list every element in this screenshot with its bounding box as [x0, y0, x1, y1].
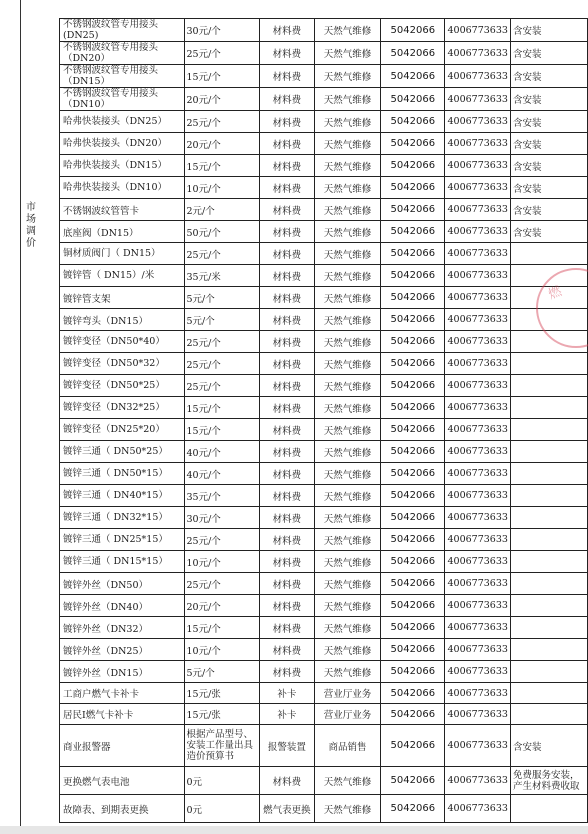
- cell-tel2: 4006773633: [445, 287, 510, 309]
- table-row: [60, 353, 588, 375]
- cell-type: 天然气维修: [314, 177, 380, 199]
- cell-tel2: 4006773633: [445, 795, 510, 823]
- cell-name: 镀锌外丝（DN25）: [60, 639, 185, 661]
- price-table: [59, 18, 588, 823]
- cell-tel1: 5042066: [381, 661, 445, 683]
- cell-cat: 材料费: [259, 595, 314, 617]
- cell-name: 更换燃气表电池: [60, 767, 185, 795]
- cell-tel2: 4006773633: [445, 529, 510, 551]
- cell-tel1: 5042066: [381, 88, 445, 111]
- table-row: [60, 155, 588, 177]
- cell-tel2: 4006773633: [445, 485, 510, 507]
- cell-tel1: 5042066: [381, 397, 445, 419]
- cell-tel2: 4006773633: [445, 639, 510, 661]
- cell-tel1: 5042066: [381, 331, 445, 353]
- cell-name: 哈弗快装接头（DN15）: [60, 155, 185, 177]
- cell-cat: 材料费: [259, 221, 314, 243]
- cell-type: 天然气维修: [314, 19, 380, 42]
- cell-price: 15元/个: [184, 419, 259, 441]
- cell-cat: 材料费: [259, 265, 314, 287]
- cell-price: 35元/个: [184, 485, 259, 507]
- cell-tel1: 5042066: [381, 287, 445, 309]
- table-row: [60, 133, 588, 155]
- cell-name: 铜材质阀门（ DN15）: [60, 243, 185, 265]
- cell-cat: 材料费: [259, 155, 314, 177]
- cell-tel2: 4006773633: [445, 65, 510, 88]
- side-label: [24, 202, 38, 250]
- cell-note: [510, 463, 587, 485]
- cell-price: 10元/个: [184, 551, 259, 573]
- cell-cat: 材料费: [259, 331, 314, 353]
- cell-tel1: 5042066: [381, 441, 445, 463]
- cell-name: 不锈钢波纹管管卡: [60, 199, 185, 221]
- cell-type: 天然气维修: [314, 65, 380, 88]
- cell-price: 15元/个: [184, 617, 259, 639]
- cell-note: [510, 551, 587, 573]
- cell-type: 天然气维修: [314, 485, 380, 507]
- side-char: 场: [26, 214, 36, 225]
- cell-type: 天然气维修: [314, 133, 380, 155]
- cell-price: 15元/个: [184, 397, 259, 419]
- table-row: [60, 639, 588, 661]
- cell-type: 天然气维修: [314, 551, 380, 573]
- cell-cat: 材料费: [259, 353, 314, 375]
- cell-type: 天然气维修: [314, 155, 380, 177]
- cell-cat: 报警装置: [259, 725, 314, 767]
- cell-price: 25元/个: [184, 331, 259, 353]
- cell-cat: 材料费: [259, 65, 314, 88]
- cell-note: 含安装: [510, 177, 587, 199]
- cell-type: 天然气维修: [314, 441, 380, 463]
- margin-rule: [20, 0, 21, 826]
- cell-name: 镀锌管（ DN15）/米: [60, 265, 185, 287]
- cell-type: 天然气维修: [314, 111, 380, 133]
- cell-tel2: 4006773633: [445, 767, 510, 795]
- cell-type: 营业厅业务: [314, 704, 380, 725]
- cell-note: [510, 617, 587, 639]
- cell-name: 镀锌弯头（DN15）: [60, 309, 185, 331]
- cell-tel1: 5042066: [381, 42, 445, 65]
- cell-tel1: 5042066: [381, 573, 445, 595]
- cell-tel1: 5042066: [381, 704, 445, 725]
- cell-tel2: 4006773633: [445, 683, 510, 704]
- cell-name: 镀锌三通（ DN15*15）: [60, 551, 185, 573]
- cell-tel1: 5042066: [381, 243, 445, 265]
- cell-cat: 材料费: [259, 111, 314, 133]
- cell-price: 0元: [184, 767, 259, 795]
- table-row: [60, 42, 588, 65]
- cell-type: 天然气维修: [314, 88, 380, 111]
- cell-tel2: 4006773633: [445, 725, 510, 767]
- cell-price: 50元/个: [184, 221, 259, 243]
- cell-note: [510, 441, 587, 463]
- cell-price: 15元/个: [184, 155, 259, 177]
- cell-note: 含安装: [510, 221, 587, 243]
- cell-tel1: 5042066: [381, 199, 445, 221]
- cell-price: 25元/个: [184, 111, 259, 133]
- cell-price: 0元: [184, 795, 259, 823]
- table-row: [60, 683, 588, 704]
- cell-price: 根据产品型号、安装工作量出具造价预算书: [184, 725, 259, 767]
- cell-name: 不锈钢波纹管专用接头（DN20）: [60, 42, 185, 65]
- table-row: [60, 485, 588, 507]
- cell-cat: 材料费: [259, 661, 314, 683]
- cell-type: 天然气维修: [314, 419, 380, 441]
- cell-name: 镀锌变径（DN50*32）: [60, 353, 185, 375]
- cell-note: [510, 704, 587, 725]
- cell-name: 镀锌三通（ DN32*15）: [60, 507, 185, 529]
- cell-price: 30元/个: [184, 507, 259, 529]
- side-char: 价: [26, 238, 36, 249]
- table-row: [60, 243, 588, 265]
- cell-note: [510, 331, 587, 353]
- cell-note: [510, 573, 587, 595]
- cell-tel2: 4006773633: [445, 353, 510, 375]
- cell-cat: 材料费: [259, 639, 314, 661]
- cell-cat: 材料费: [259, 551, 314, 573]
- table-row: [60, 309, 588, 331]
- cell-tel2: 4006773633: [445, 573, 510, 595]
- cell-tel1: 5042066: [381, 639, 445, 661]
- cell-tel2: 4006773633: [445, 19, 510, 42]
- cell-tel2: 4006773633: [445, 42, 510, 65]
- cell-cat: 材料费: [259, 529, 314, 551]
- cell-tel2: 4006773633: [445, 507, 510, 529]
- cell-name: 商业报警器: [60, 725, 185, 767]
- cell-cat: 材料费: [259, 177, 314, 199]
- cell-price: 15元/张: [184, 704, 259, 725]
- cell-tel1: 5042066: [381, 19, 445, 42]
- table-row: [60, 397, 588, 419]
- cell-note: 含安装: [510, 725, 587, 767]
- cell-name: 镀锌外丝（DN32）: [60, 617, 185, 639]
- cell-tel2: 4006773633: [445, 133, 510, 155]
- table-row: [60, 551, 588, 573]
- cell-type: 天然气维修: [314, 463, 380, 485]
- cell-cat: 材料费: [259, 309, 314, 331]
- cell-tel1: 5042066: [381, 221, 445, 243]
- cell-tel1: 5042066: [381, 595, 445, 617]
- cell-tel1: 5042066: [381, 551, 445, 573]
- cell-name: 哈弗快装接头（DN25）: [60, 111, 185, 133]
- table-row: [60, 111, 588, 133]
- cell-cat: 材料费: [259, 463, 314, 485]
- cell-cat: 材料费: [259, 42, 314, 65]
- cell-name: 不锈钢波纹管专用接头（DN15）: [60, 65, 185, 88]
- table-row: [60, 265, 588, 287]
- cell-cat: 材料费: [259, 133, 314, 155]
- table-row: [60, 65, 588, 88]
- cell-type: 天然气维修: [314, 767, 380, 795]
- cell-cat: 材料费: [259, 19, 314, 42]
- side-char: 调: [26, 226, 36, 237]
- cell-name: 哈弗快装接头（DN10）: [60, 177, 185, 199]
- cell-tel1: 5042066: [381, 419, 445, 441]
- cell-name: 镀锌变径（DN50*40）: [60, 331, 185, 353]
- cell-type: 天然气维修: [314, 661, 380, 683]
- cell-tel2: 4006773633: [445, 551, 510, 573]
- table-row: [60, 221, 588, 243]
- table-row: [60, 419, 588, 441]
- cell-tel2: 4006773633: [445, 463, 510, 485]
- table-row: [60, 375, 588, 397]
- cell-type: 天然气维修: [314, 42, 380, 65]
- cell-tel1: 5042066: [381, 265, 445, 287]
- cell-tel1: 5042066: [381, 133, 445, 155]
- table-row: [60, 704, 588, 725]
- cell-cat: 材料费: [259, 441, 314, 463]
- table-row: [60, 88, 588, 111]
- cell-price: 2元/个: [184, 199, 259, 221]
- cell-price: 15元/个: [184, 65, 259, 88]
- table-row: [60, 529, 588, 551]
- cell-tel2: 4006773633: [445, 265, 510, 287]
- cell-tel2: 4006773633: [445, 111, 510, 133]
- cell-price: 30元/个: [184, 19, 259, 42]
- table-row: [60, 199, 588, 221]
- cell-type: 天然气维修: [314, 507, 380, 529]
- cell-tel1: 5042066: [381, 65, 445, 88]
- cell-name: 镀锌变径（DN25*20）: [60, 419, 185, 441]
- cell-note: [510, 419, 587, 441]
- cell-tel2: 4006773633: [445, 243, 510, 265]
- cell-tel1: 5042066: [381, 485, 445, 507]
- official-seal-text: 燃: [546, 284, 564, 303]
- cell-tel2: 4006773633: [445, 221, 510, 243]
- cell-type: 营业厅业务: [314, 683, 380, 704]
- cell-type: 天然气维修: [314, 265, 380, 287]
- cell-cat: 材料费: [259, 375, 314, 397]
- cell-tel1: 5042066: [381, 463, 445, 485]
- cell-type: 天然气维修: [314, 639, 380, 661]
- cell-note: 含安装: [510, 42, 587, 65]
- cell-tel1: 5042066: [381, 155, 445, 177]
- cell-tel1: 5042066: [381, 795, 445, 823]
- table-row: [60, 19, 588, 42]
- cell-note: [510, 683, 587, 704]
- cell-tel2: 4006773633: [445, 177, 510, 199]
- cell-note: [510, 795, 587, 823]
- cell-name: 镀锌外丝（DN40）: [60, 595, 185, 617]
- cell-price: 20元/个: [184, 88, 259, 111]
- table-row: [60, 725, 588, 767]
- cell-note: [510, 243, 587, 265]
- cell-note: 含安装: [510, 65, 587, 88]
- cell-type: 天然气维修: [314, 243, 380, 265]
- cell-tel2: 4006773633: [445, 199, 510, 221]
- cell-cat: 补卡: [259, 704, 314, 725]
- cell-tel1: 5042066: [381, 767, 445, 795]
- cell-price: 25元/个: [184, 353, 259, 375]
- cell-type: 商品销售: [314, 725, 380, 767]
- table-row: [60, 767, 588, 795]
- cell-cat: 材料费: [259, 767, 314, 795]
- table-row: [60, 573, 588, 595]
- cell-note: [510, 661, 587, 683]
- cell-note: 免费服务安装，产生材料费收取: [510, 767, 587, 795]
- table-row: [60, 507, 588, 529]
- cell-price: 40元/个: [184, 463, 259, 485]
- cell-price: 10元/个: [184, 177, 259, 199]
- cell-tel2: 4006773633: [445, 397, 510, 419]
- cell-name: 居民I燃气卡补卡: [60, 704, 185, 725]
- cell-price: 25元/个: [184, 42, 259, 65]
- cell-note: [510, 507, 587, 529]
- cell-price: 20元/个: [184, 595, 259, 617]
- cell-price: 35元/米: [184, 265, 259, 287]
- cell-tel2: 4006773633: [445, 155, 510, 177]
- cell-name: 镀锌外丝（DN50）: [60, 573, 185, 595]
- cell-note: [510, 397, 587, 419]
- cell-type: 天然气维修: [314, 795, 380, 823]
- cell-cat: 材料费: [259, 573, 314, 595]
- cell-name: 镀锌管支架: [60, 287, 185, 309]
- cell-name: 不锈钢波纹管专用接头（DN10）: [60, 88, 185, 111]
- cell-tel2: 4006773633: [445, 375, 510, 397]
- page-bottom-edge: [0, 826, 588, 834]
- cell-cat: 补卡: [259, 683, 314, 704]
- cell-tel2: 4006773633: [445, 617, 510, 639]
- table-row: [60, 177, 588, 199]
- cell-price: 25元/个: [184, 529, 259, 551]
- cell-tel1: 5042066: [381, 177, 445, 199]
- cell-name: 镀锌三通（ DN40*15）: [60, 485, 185, 507]
- cell-tel1: 5042066: [381, 617, 445, 639]
- cell-name: 底座阀（DN15）: [60, 221, 185, 243]
- cell-cat: 材料费: [259, 507, 314, 529]
- cell-cat: 材料费: [259, 397, 314, 419]
- cell-tel1: 5042066: [381, 725, 445, 767]
- table-row: [60, 595, 588, 617]
- cell-cat: 材料费: [259, 617, 314, 639]
- cell-price: 20元/个: [184, 133, 259, 155]
- cell-type: 天然气维修: [314, 331, 380, 353]
- cell-name: 镀锌三通（ DN50*25）: [60, 441, 185, 463]
- cell-note: [510, 529, 587, 551]
- cell-price: 10元/个: [184, 639, 259, 661]
- cell-price: 5元/个: [184, 661, 259, 683]
- table-row: [60, 331, 588, 353]
- cell-cat: 燃气表更换: [259, 795, 314, 823]
- cell-tel1: 5042066: [381, 683, 445, 704]
- cell-cat: 材料费: [259, 419, 314, 441]
- table-row: [60, 617, 588, 639]
- cell-type: 天然气维修: [314, 397, 380, 419]
- cell-cat: 材料费: [259, 199, 314, 221]
- cell-tel1: 5042066: [381, 507, 445, 529]
- cell-price: 5元/个: [184, 287, 259, 309]
- cell-name: 镀锌变径（DN50*25）: [60, 375, 185, 397]
- cell-type: 天然气维修: [314, 595, 380, 617]
- cell-name: 故障表、到期表更换: [60, 795, 185, 823]
- cell-note: [510, 485, 587, 507]
- cell-tel2: 4006773633: [445, 419, 510, 441]
- cell-cat: 材料费: [259, 88, 314, 111]
- cell-tel2: 4006773633: [445, 704, 510, 725]
- table-row: [60, 463, 588, 485]
- cell-price: 25元/个: [184, 573, 259, 595]
- cell-type: 天然气维修: [314, 199, 380, 221]
- table-row: [60, 661, 588, 683]
- cell-tel2: 4006773633: [445, 88, 510, 111]
- cell-note: 含安装: [510, 133, 587, 155]
- cell-note: 含安装: [510, 19, 587, 42]
- side-char: 市: [26, 202, 36, 213]
- cell-cat: 材料费: [259, 287, 314, 309]
- cell-price: 5元/个: [184, 309, 259, 331]
- cell-type: 天然气维修: [314, 353, 380, 375]
- table-row: [60, 441, 588, 463]
- cell-tel2: 4006773633: [445, 595, 510, 617]
- cell-name: 镀锌三通（ DN25*15）: [60, 529, 185, 551]
- cell-type: 天然气维修: [314, 309, 380, 331]
- cell-name: 镀锌外丝（DN15）: [60, 661, 185, 683]
- table-row: [60, 795, 588, 823]
- cell-type: 天然气维修: [314, 221, 380, 243]
- table-row: [60, 287, 588, 309]
- cell-tel1: 5042066: [381, 529, 445, 551]
- cell-tel1: 5042066: [381, 111, 445, 133]
- cell-tel2: 4006773633: [445, 661, 510, 683]
- cell-note: 含安装: [510, 88, 587, 111]
- cell-name: 镀锌三通（ DN50*15）: [60, 463, 185, 485]
- cell-type: 天然气维修: [314, 375, 380, 397]
- cell-note: [510, 309, 587, 331]
- cell-note: 含安装: [510, 199, 587, 221]
- cell-note: [510, 353, 587, 375]
- cell-tel1: 5042066: [381, 353, 445, 375]
- cell-price: 25元/个: [184, 375, 259, 397]
- cell-type: 天然气维修: [314, 573, 380, 595]
- cell-note: 含安装: [510, 155, 587, 177]
- cell-name: 镀锌变径（DN32*25）: [60, 397, 185, 419]
- cell-name: 不锈钢波纹管专用接头(DN25): [60, 19, 185, 42]
- cell-cat: 材料费: [259, 243, 314, 265]
- cell-type: 天然气维修: [314, 287, 380, 309]
- cell-name: 哈弗快装接头（DN20）: [60, 133, 185, 155]
- cell-tel1: 5042066: [381, 375, 445, 397]
- cell-tel2: 4006773633: [445, 331, 510, 353]
- cell-note: [510, 375, 587, 397]
- cell-cat: 材料费: [259, 485, 314, 507]
- cell-price: 40元/个: [184, 441, 259, 463]
- cell-note: [510, 595, 587, 617]
- cell-price: 15元/张: [184, 683, 259, 704]
- cell-type: 天然气维修: [314, 617, 380, 639]
- cell-name: 工商户燃气卡补卡: [60, 683, 185, 704]
- cell-note: [510, 639, 587, 661]
- cell-tel1: 5042066: [381, 309, 445, 331]
- cell-tel2: 4006773633: [445, 441, 510, 463]
- cell-note: 含安装: [510, 111, 587, 133]
- cell-tel2: 4006773633: [445, 309, 510, 331]
- cell-price: 25元/个: [184, 243, 259, 265]
- cell-type: 天然气维修: [314, 529, 380, 551]
